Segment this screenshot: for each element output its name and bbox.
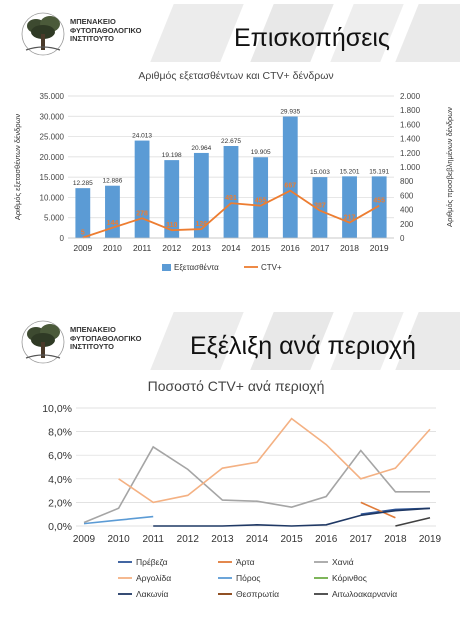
institute-logo-tree-icon [20,316,66,366]
line-data-label: 5 [80,229,85,237]
line-data-label: 387 [314,202,326,210]
slide-header [12,4,460,66]
x-tick-label: 2011 [142,534,164,545]
x-tick-label: 2014 [221,243,241,253]
y-axis-label: Αριθμός εξετασθέντων δένδρων [13,113,22,221]
x-tick-label: 2018 [384,534,407,545]
legend-label: CTV+ [261,263,282,272]
line-data-label: 278 [136,210,148,218]
bar-data-label: 19.198 [161,152,182,160]
x-tick-label: 2011 [132,243,152,253]
x-tick-label: 2016 [280,243,300,253]
y2-tick-label: 1.000 [400,163,421,172]
line-data-label: 110 [166,222,178,230]
legend-label: Πόρος [236,573,261,583]
legend-label: Αργολίδα [136,573,172,583]
y2-tick-label: 800 [400,177,414,187]
legend-swatch-bars [162,264,171,271]
y-tick-label: 10.000 [39,193,64,203]
y-tick-label: 10,0% [42,403,72,415]
bar-data-label: 19.905 [250,149,271,157]
x-tick-label: 2012 [162,243,182,253]
y2-tick-label: 1.600 [400,120,421,130]
slide-title: Επισκοπήσεις [234,24,390,52]
x-tick-label: 2017 [310,243,330,253]
x-tick-label: 2014 [245,534,269,545]
bar-line-chart [12,84,460,296]
y-tick-label: 0,0% [48,521,72,533]
x-tick-label: 2015 [251,243,271,253]
y2-tick-label: 600 [400,191,414,201]
y-tick-label: 35.000 [39,92,64,101]
y-tick-label: 25.000 [39,132,64,142]
line-data-label: 455 [373,197,386,205]
legend-label: Εξετασθέντα [174,263,219,272]
y-tick-label: 4,0% [48,473,72,486]
legend-label: Χανιά [332,557,354,567]
y-tick-label: 2,0% [48,497,72,510]
y2-tick-label: 1.400 [400,134,421,144]
bar-data-label: 22.675 [221,138,241,146]
series-line [395,518,430,526]
x-tick-label: 2010 [107,534,130,545]
slide-surveys [12,4,460,296]
x-tick-label: 2012 [176,534,199,545]
line-data-label: 491 [225,195,237,203]
bar-data-label: 24.013 [132,132,153,140]
slide-header [12,312,460,374]
y2-tick-label: 1.800 [400,106,421,116]
legend-label: Λακωνία [136,589,169,599]
y-tick-label: 6,0% [48,450,72,463]
bar [283,117,298,238]
slide-title: Εξέλιξη ανά περιοχή [190,332,416,360]
y2-tick-label: 1.200 [400,148,421,158]
line-data-label: 126 [195,221,208,229]
x-tick-label: 2015 [280,534,303,545]
y2-tick-label: 0 [400,234,405,243]
x-tick-label: 2009 [72,534,96,545]
x-tick-label: 2019 [369,243,389,253]
line-data-label: 217 [343,214,356,222]
chart-title: Ποσοστό CTV+ ανά περιοχή [147,378,325,394]
legend-label: Θεσπρωτία [236,589,280,599]
x-tick-label: 2019 [418,534,442,545]
y-tick-label: 8,0% [48,426,72,439]
legend-label: Άρτα [236,557,255,567]
x-tick-label: 2017 [349,534,372,545]
legend-label: Αιτωλοακαρνανία [332,589,398,599]
institute-name: ΜΠΕΝΑΚΕΙΟ ΦΥΤΟΠΑΘΟΛΟΓΙΚΟ ΙΝΣΤΙΤΟΥΤΟ [70,325,142,351]
line-chart [12,398,460,608]
y-tick-label: 30.000 [39,112,64,122]
line-data-label: 667 [284,182,297,190]
series-line [153,508,430,526]
bar [224,146,239,238]
legend-label: Κόρινθος [332,573,367,583]
bar [372,176,387,238]
y-tick-label: 15.000 [39,173,64,183]
bar-data-label: 15.201 [339,168,360,176]
series-line [119,419,430,503]
bar-data-label: 15.191 [369,168,390,176]
x-tick-label: 2013 [211,534,234,545]
line-data-label: 455 [254,197,267,205]
institute-logo-tree-icon [20,8,66,58]
bar-data-label: 12.285 [72,180,93,188]
x-tick-label: 2010 [102,243,122,253]
bar-data-label: 12.886 [102,177,123,185]
bar [342,176,357,238]
slide-region-evolution [12,312,460,608]
bar-data-label: 29.935 [280,108,301,116]
chart-title: Αριθμός εξετασθέντων και CTV+ δένδρων [138,70,334,82]
legend-label: Πρέβεζα [136,557,168,567]
y-tick-label: 20.000 [39,152,64,162]
bar [135,141,150,238]
y-tick-label: 5.000 [43,213,64,223]
y-tick-label: 0 [59,234,64,243]
x-tick-label: 2013 [191,243,211,253]
y2-tick-label: 400 [400,205,414,215]
x-tick-label: 2009 [73,243,93,253]
y2-axis-label: Αριθμός προσβεβλημένων δένδρων [445,107,454,227]
bar-data-label: 20.964 [191,144,212,152]
line-data-label: 144 [106,219,119,227]
institute-name: ΜΠΕΝΑΚΕΙΟ ΦΥΤΟΠΑΘΟΛΟΓΙΚΟ ΙΝΣΤΙΤΟΥΤΟ [70,17,142,43]
x-tick-label: 2016 [315,534,338,545]
y2-tick-label: 200 [400,219,414,229]
y2-tick-label: 2.000 [400,92,421,101]
bar-data-label: 15.003 [309,169,330,177]
x-tick-label: 2018 [340,243,360,253]
